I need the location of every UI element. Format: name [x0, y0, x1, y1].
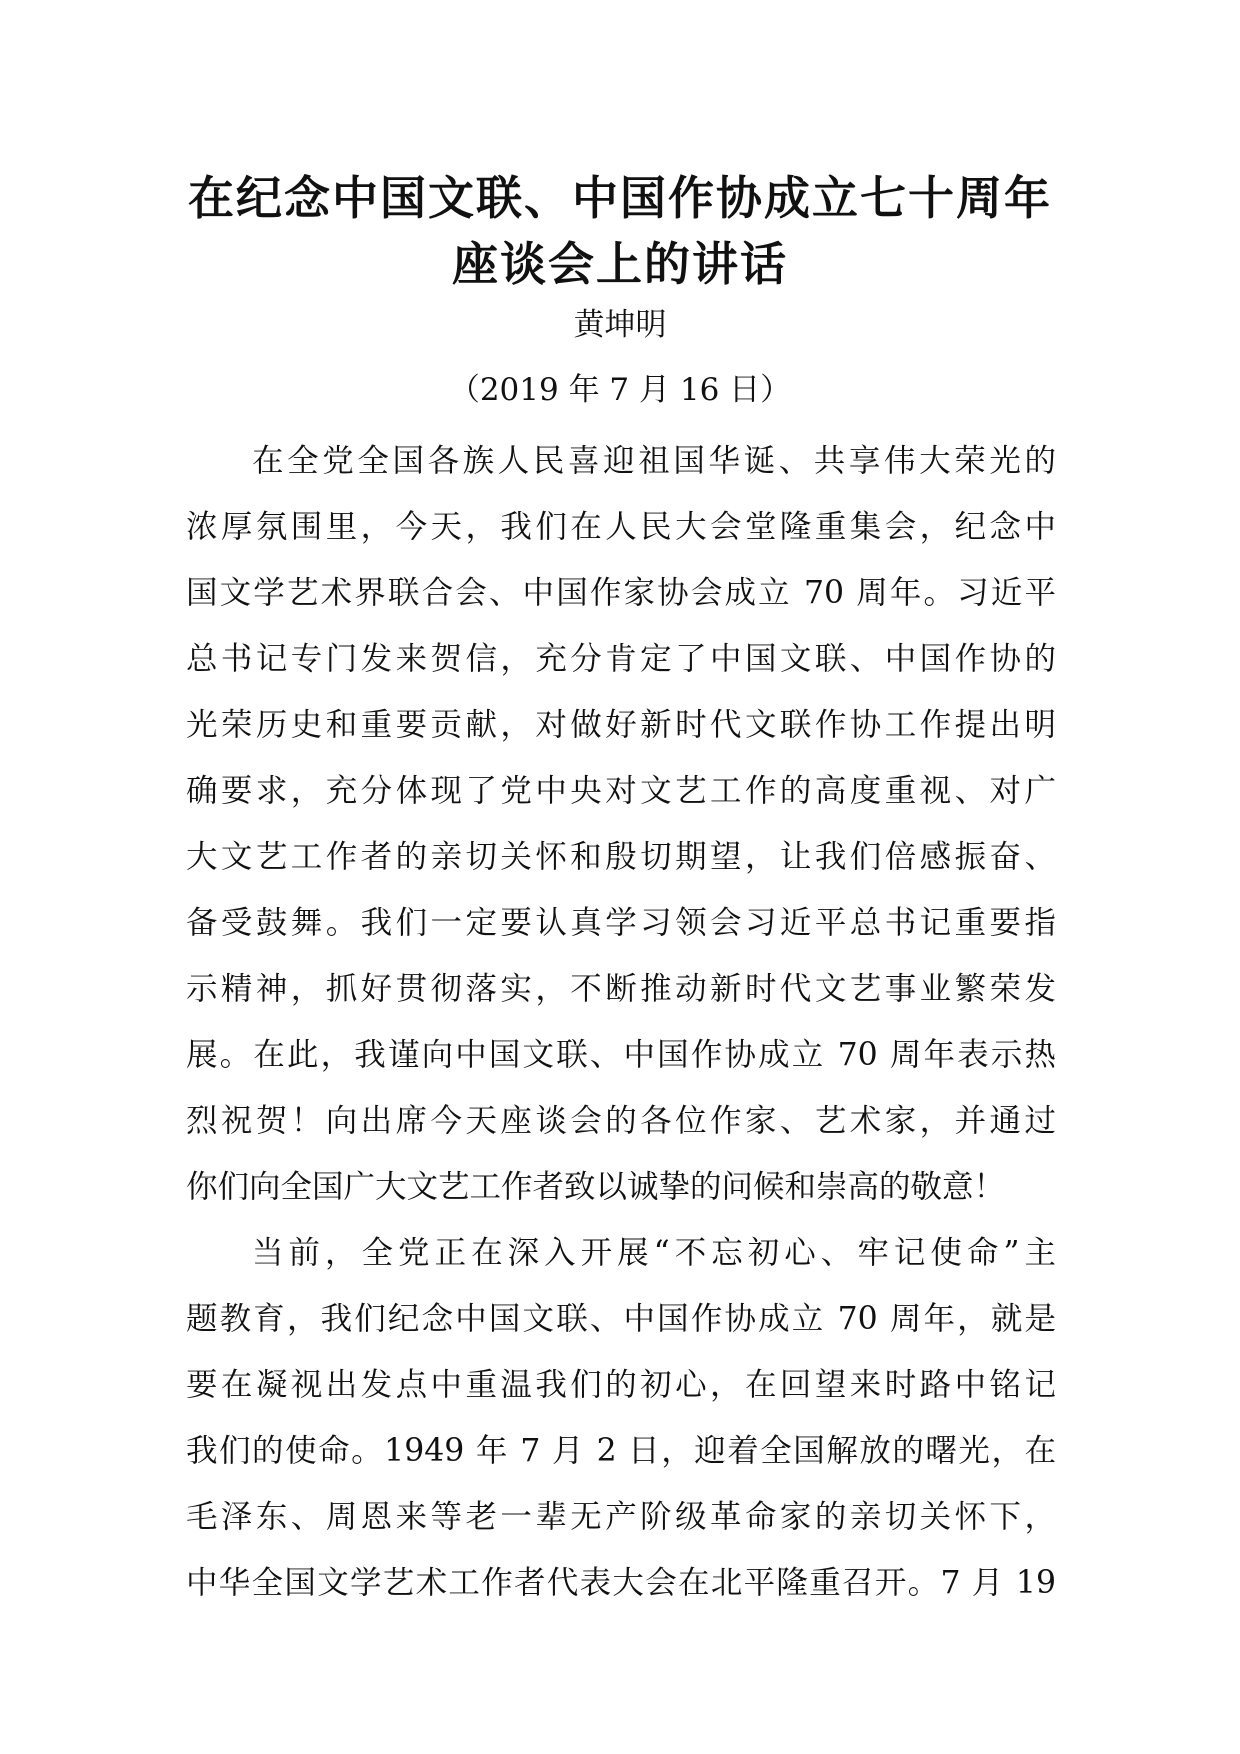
author-name: 黄坤明 [573, 307, 667, 343]
paragraph-line: 总书记专门发来贺信，充分肯定了中国文联、中国作协的 [186, 641, 1056, 677]
paragraph-line: 示精神，抓好贯彻落实，不断推动新时代文艺事业繁荣发 [186, 971, 1056, 1007]
paragraph-line: 题教育，我们纪念中国文联、中国作协成立 70 周年，就是 [186, 1301, 1056, 1337]
paragraph-line: 大文艺工作者的亲切关怀和殷切期望，让我们倍感振奋、 [186, 839, 1056, 875]
paragraph-line: 要在凝视出发点中重温我们的初心，在回望来时路中铭记 [186, 1367, 1056, 1403]
body-text [186, 428, 1056, 1616]
paragraph-line: 我们的使命。1949 年 7 月 2 日，迎着全国解放的曙光，在 [186, 1433, 1056, 1469]
paragraph-line: 在全党全国各族人民喜迎祖国华诞、共享伟大荣光的 [252, 443, 1056, 479]
paragraph-line: 你们向全国广大文艺工作者致以诚挚的问候和崇高的敬意！ [186, 1169, 1006, 1205]
paragraph-2 [186, 1220, 1056, 1616]
title-line-1: 在纪念中国文联、中国作协成立七十周年 [188, 171, 1052, 225]
speech-date: （2019 年 7 月 16 日） [448, 372, 792, 408]
paragraph-line: 国文学艺术界联合会、中国作家协会成立 70 周年。习近平 [186, 575, 1056, 611]
paragraph-line: 备受鼓舞。我们一定要认真学习领会习近平总书记重要指 [186, 905, 1056, 941]
title-line-2: 座谈会上的讲话 [452, 237, 788, 291]
paragraph-line: 毛泽东、周恩来等老一辈无产阶级革命家的亲切关怀下， [186, 1499, 1056, 1535]
paragraph-line: 烈祝贺！向出席今天座谈会的各位作家、艺术家，并通过 [186, 1103, 1056, 1139]
paragraph-line: 光荣历史和重要贡献，对做好新时代文联作协工作提出明 [186, 707, 1056, 743]
paragraph-line: 中华全国文学艺术工作者代表大会在北平隆重召开。7 月 19 [186, 1565, 1056, 1601]
paragraph-line: 确要求，充分体现了党中央对文艺工作的高度重视、对广 [186, 773, 1056, 809]
paragraph-line: 浓厚氛围里，今天，我们在人民大会堂隆重集会，纪念中 [186, 509, 1056, 545]
paragraph-line: 展。在此，我谨向中国文联、中国作协成立 70 周年表示热 [186, 1037, 1056, 1073]
paragraph-line: 当前，全党正在深入开展“不忘初心、牢记使命”主 [252, 1235, 1056, 1271]
paragraph-1 [186, 428, 1056, 1220]
